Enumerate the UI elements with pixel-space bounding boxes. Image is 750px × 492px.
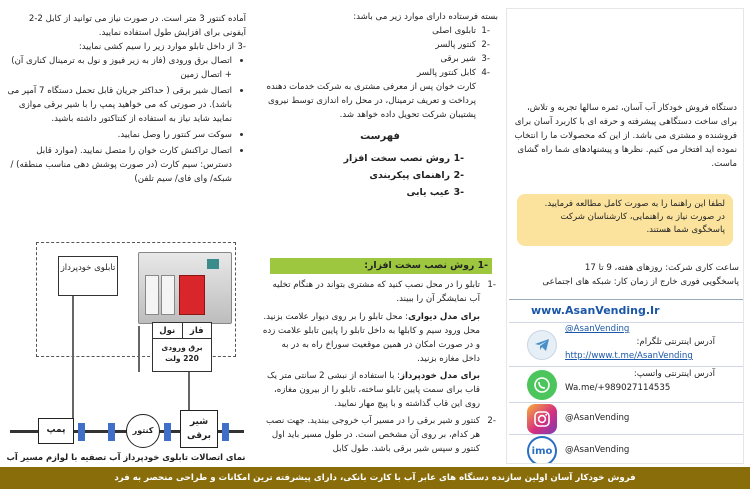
read-guide-callout	[517, 194, 733, 246]
input-power-label: برق ورودی	[161, 343, 203, 352]
atm-model-text: برای مدل خودپرداز: با استفاده از نبشی 2 سانتی متر یک قاب برای سمت پایین تابلو ساخته، تابلو را از بیرون مغازه، روی این قاب گذاشته و با پیچ مهار نمایید.	[266, 371, 480, 409]
pipe-fitting	[78, 423, 85, 441]
bullet-socket: سوکت سر کنتور را وصل نمایید.	[6, 128, 246, 142]
install-step-1-text: تابلو را در محل نصب کنید که مشتری بتواند در هنگام تخلیه آب نمایشگر آن را ببیند.	[272, 280, 480, 304]
telegram-url: http://www.t.me/AsanVending	[565, 351, 693, 361]
section-heading: -1 روش نصب سخت افزار:	[270, 258, 492, 274]
website-link[interactable]: www.AsanVending.Ir	[531, 304, 660, 317]
relay-module	[179, 275, 205, 315]
whatsapp-icon[interactable]	[527, 370, 557, 400]
diagram-caption: نمای اتصالات تابلوی خودپرداز آب تصفیه با لوازم مسیر آب	[6, 452, 246, 462]
card-reader-note: کارت خوان پس از معرفی مشتری به شرکت خدمات دهنده پرداخت و تعریف ترمینال، در محل راه اندازی توسط نیروی پشتیبان شرکت تحویل داده خواهد شد.	[266, 82, 476, 120]
middle-column	[262, 8, 498, 464]
hours-line-2: پاسخگویی فوری خارج از زمان کار: شبکه های اجتماعی	[542, 277, 739, 287]
water-line-diagram	[10, 412, 244, 452]
solenoid-valve-box: شیر برقی	[180, 410, 218, 448]
instagram-icon[interactable]	[527, 404, 557, 434]
step-3	[6, 40, 246, 54]
footer-banner: فروش خودکار آسان اولین سازنده دستگاه های عابر آب با کارت بانکی، دارای پیشرفته ترین امکانات و طراحی منحصر به فرد	[0, 467, 750, 489]
instagram-handle[interactable]: @AsanVending	[565, 413, 630, 423]
wiring-instructions	[6, 12, 246, 186]
connection-diagram	[6, 234, 246, 464]
instagram-row	[509, 402, 743, 434]
step-3-number: -3	[237, 42, 246, 52]
cable-note: آماده کنتور 3 متر است. در صورت نیاز می توانید از کابل 2-2 آیفونی برای افزایش طول استفاده نمایید.	[28, 14, 246, 38]
package-item: -2 کنتور پالسر	[435, 40, 490, 50]
package-contents	[262, 10, 498, 201]
right-column	[506, 8, 744, 464]
terminal-block	[207, 259, 219, 269]
install-step-2-text: کنتور و شیر برقی را در مسیر آب خروجی ببندید. جهت نصب هر کدام، بر روی آن مشخص است. در طول مسیر باید اول کنتور و سپس شیر برقی باشد. طول کابل	[265, 416, 480, 454]
pipe-fitting	[164, 423, 171, 441]
install-step-1: -1 تابلو را در محل نصب کنید که مشتری بتواند در هنگام تخلیه آب نمایشگر آن را ببیند.	[262, 278, 498, 306]
bullet-valve: اتصال شیر برقی ( حداکثر جریان قابل تحمل دستگاه 7 آمپر می باشد). در صورتی که می خواهید پمپ را با شیر برقی موازی نمایید شاید نیاز به استفاده از کنتاکتور داشته باشید.	[6, 84, 246, 126]
package-item: -3 شیر برقی	[440, 54, 490, 64]
callout-line-2: در صورت نیاز به راهنمایی، کارشناسان شرکت پاسخگوی شما هستند.	[560, 212, 725, 235]
working-hours	[511, 261, 739, 289]
voltage-label: 220 ولت	[165, 354, 199, 363]
install-steps	[262, 278, 498, 456]
power-input-terminal	[152, 322, 212, 372]
neutral-label: نول	[159, 326, 176, 336]
whatsapp-label: آدرس اینترنتی واتسپ:	[633, 369, 715, 379]
pipe-fitting	[108, 423, 115, 441]
package-item: -4 کابل کنتور پالسر	[417, 68, 490, 78]
control-panel-device	[138, 252, 232, 324]
left-column	[6, 8, 246, 464]
breaker-module	[145, 275, 159, 315]
toc-item[interactable]: -1 روش نصب سخت افزار	[343, 153, 464, 164]
wall-model-text: برای مدل دیواری: محل تابلو را بر روی دیوار علامت بزنید. محل ورود سیم و کابلها به داخل تابلو را پایین تابلو علامت زده و در صورت امکان در همین موقعیت سوراخ راه به در به داخل مغازه بزنید.	[262, 312, 480, 364]
breaker-module	[161, 275, 175, 315]
imo-handle[interactable]: @AsanVending	[565, 445, 630, 455]
meter-wire	[138, 326, 140, 372]
phase-label: فاز	[182, 323, 212, 338]
telegram-handle: @AsanVending	[565, 324, 630, 334]
install-step-2: -2 کنتور و شیر برقی را در مسیر آب خروجی ببندید. جهت نصب هر کدام، بر روی آن مشخص است. در طول مسیر باید اول کنتور و سپس شیر برقی باشد. طول کابل	[262, 414, 498, 456]
imo-row	[509, 434, 743, 464]
toc-item[interactable]: -3 عیب یابی	[406, 187, 464, 198]
telegram-row	[509, 322, 743, 366]
hours-line-1: ساعت کاری شرکت: روزهای هفته، 9 تا 17	[584, 263, 739, 273]
contact-box	[509, 299, 743, 464]
package-item: -1 تابلوی اصلی	[432, 26, 490, 36]
pipe-fitting	[222, 423, 229, 441]
telegram-icon[interactable]	[527, 330, 557, 360]
toc-title: فهرست	[360, 131, 400, 142]
table-of-contents	[262, 150, 498, 201]
whatsapp-row	[509, 366, 743, 402]
callout-line-1: لطفا این راهنما را به صورت کامل مطالعه فرمایید.	[544, 199, 725, 209]
panel-label: تابلوی خودپرداز	[58, 256, 118, 296]
telegram-label: آدرس اینترنتی تلگرام:	[636, 337, 715, 347]
about-company: دستگاه فروش خودکار آب آسان، ثمره سالها تجربه و تلاش، برای ساخت دستگاهی پیشرفته و حرفه ای با کاربرد آسان برای فروشنده و مشتری می باشد. از این که محصولات ما را انتخاب نموده اید افتخار می کنیم. نظرها و پیشنهادهای شما راه گشای ماست.	[514, 103, 737, 169]
step-3-text: از داخل تابلو موارد زیر را سیم کشی نمایید:	[78, 42, 234, 52]
package-intro: بسته فرستاده دارای موارد زیر می باشد:	[353, 12, 498, 22]
whatsapp-url[interactable]: Wa.me/+989027114535	[565, 383, 671, 393]
toc-item[interactable]: -2 راهنمای پیکربندی	[369, 170, 464, 181]
pump-box: پمپ	[38, 418, 74, 444]
bullet-power: اتصال برق ورودی (فاز به زیر فیوز و نول به ترمینال کناری آن) + اتصال زمین	[6, 54, 246, 82]
bullet-card-reader: اتصال تراکنش کارت خوان را متصل نمایید. (موارد قابل دسترس: سیم کارت (در صورت پوشش دهی مناسب منطقه) / شبکه/ وای فای/ سیم تلفن)	[6, 144, 246, 186]
imo-icon[interactable]: imo	[527, 436, 557, 464]
meter-circle: کنتور	[126, 414, 160, 448]
